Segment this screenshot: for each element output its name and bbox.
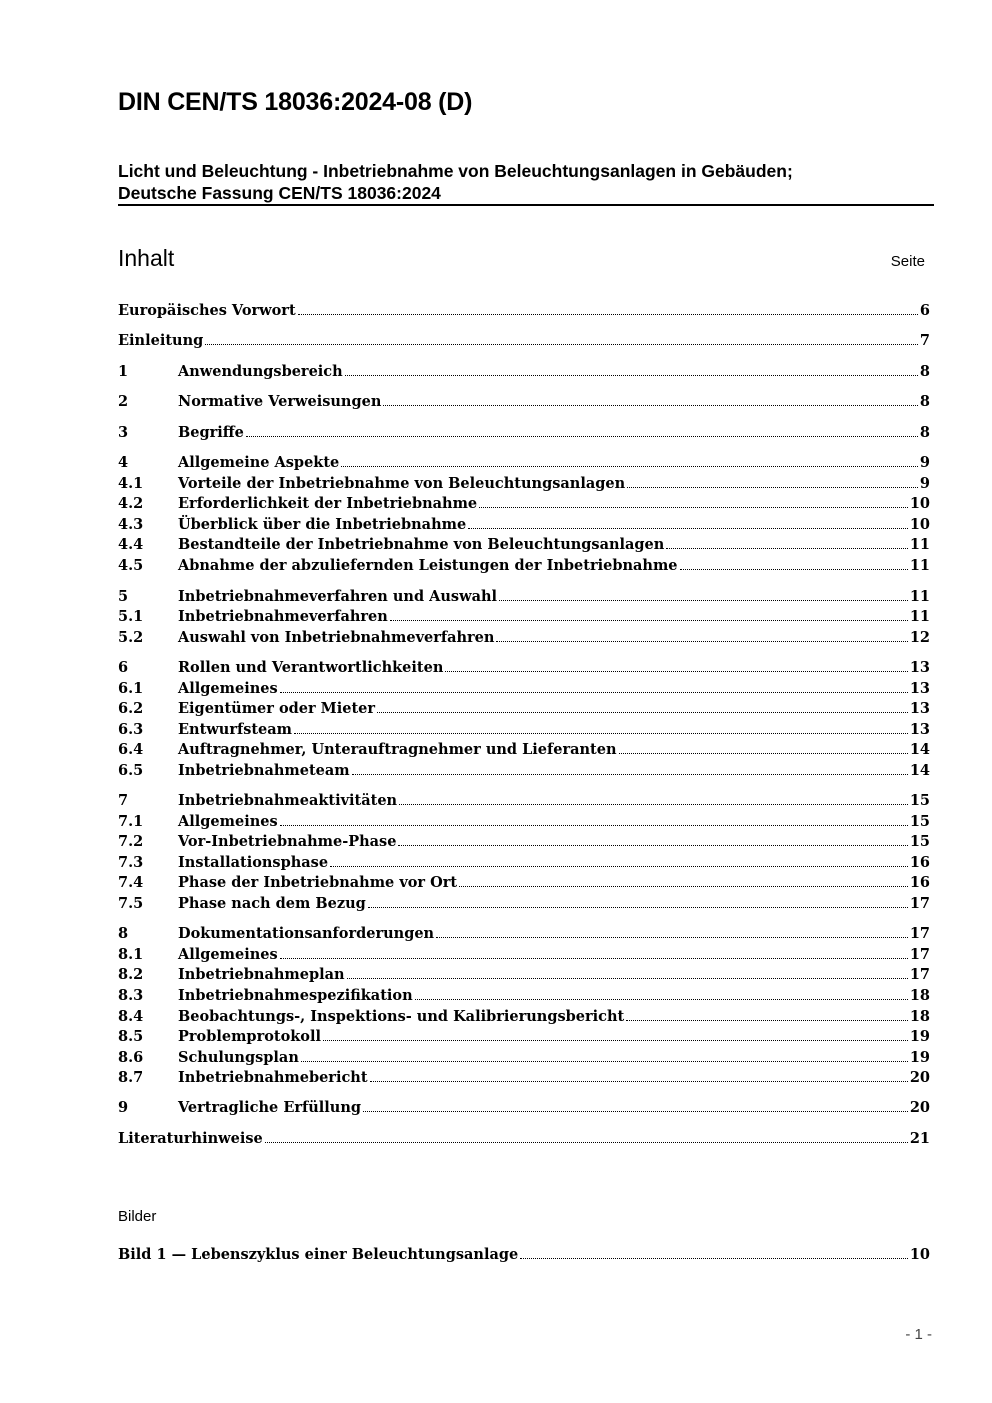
toc-entry-number: 5.2 xyxy=(118,629,144,646)
toc-entry-page: 12 xyxy=(909,629,930,646)
toc-entry-number: 8.1 xyxy=(118,946,144,963)
toc-entry-title: Vorteile der Inbetriebnahme von Beleuchtungsanlagen xyxy=(178,475,626,492)
toc-entry-title: Allgemeines xyxy=(178,946,278,963)
toc-entry-title: Problemprotokoll xyxy=(178,1028,321,1045)
toc-entry-number: 8.6 xyxy=(118,1049,144,1066)
toc-entry-page: 10 xyxy=(909,516,930,533)
toc-entry[interactable] xyxy=(118,475,930,495)
toc-dot-leader xyxy=(626,1020,908,1021)
toc-entry-number: 8.3 xyxy=(118,987,144,1004)
toc-entry[interactable] xyxy=(118,1069,930,1089)
toc-entry-title: Bild 1 — Lebenszyklus einer Beleuchtungsanlage xyxy=(118,1246,519,1263)
toc-entry[interactable] xyxy=(118,946,930,966)
toc-dot-leader xyxy=(520,1258,908,1259)
toc-dot-leader xyxy=(627,487,918,488)
page-number: - 1 - xyxy=(905,1326,932,1343)
toc-entry[interactable] xyxy=(118,721,930,741)
toc-dot-leader xyxy=(619,753,908,754)
toc-entry[interactable] xyxy=(118,454,930,474)
toc-entry[interactable] xyxy=(118,1130,930,1150)
toc-dot-leader xyxy=(246,436,918,437)
toc-entry-number: 7.3 xyxy=(118,854,144,871)
toc-entry[interactable] xyxy=(118,854,930,874)
toc-entry-number: 7.1 xyxy=(118,813,144,830)
document-title: DIN CEN/TS 18036:2024-08 (D) xyxy=(118,88,473,116)
toc-entry-title: Beobachtungs-, Inspektions- und Kalibrierungsbericht xyxy=(178,1008,625,1025)
toc-entry-page: 16 xyxy=(909,874,930,891)
toc-entry[interactable] xyxy=(118,363,930,383)
toc-entry[interactable] xyxy=(118,762,930,782)
toc-dot-leader xyxy=(368,907,908,908)
toc-entry-number: 2 xyxy=(118,393,129,410)
toc-entry-number: 8.2 xyxy=(118,966,144,983)
toc-entry[interactable] xyxy=(118,557,930,577)
toc-entry[interactable] xyxy=(118,1049,930,1069)
toc-entry-number: 8 xyxy=(118,925,129,942)
toc-entry-page: 7 xyxy=(919,332,930,349)
toc-entry-page: 16 xyxy=(909,854,930,871)
toc-entry[interactable] xyxy=(118,680,930,700)
toc-entry[interactable] xyxy=(118,332,930,352)
toc-entry-title: Eigentümer oder Mieter xyxy=(178,700,376,717)
toc-entry-number: 7.5 xyxy=(118,895,144,912)
toc-entry-number: 4.3 xyxy=(118,516,144,533)
toc-entry-number: 6.5 xyxy=(118,762,144,779)
toc-entry-page: 13 xyxy=(909,700,930,717)
toc-dot-leader xyxy=(294,733,908,734)
subtitle-line-1: Licht und Beleuchtung - Inbetriebnahme von Beleuchtungsanlagen in Gebäuden; xyxy=(118,161,793,181)
toc-entry-title: Installationsphase xyxy=(178,854,329,871)
toc-entry-title: Allgemeines xyxy=(178,680,278,697)
toc-entry-number: 5.1 xyxy=(118,608,144,625)
toc-entry-number: 7.2 xyxy=(118,833,144,850)
toc-entry[interactable] xyxy=(118,516,930,536)
toc-entry-number: 8.5 xyxy=(118,1028,144,1045)
toc-entry-title: Auswahl von Inbetriebnahmeverfahren xyxy=(178,629,495,646)
toc-entry-page: 21 xyxy=(909,1130,930,1147)
toc-entry[interactable] xyxy=(118,741,930,761)
toc-entry-page: 6 xyxy=(919,302,930,319)
toc-entry-number: 4.5 xyxy=(118,557,144,574)
toc-dot-leader xyxy=(352,774,908,775)
toc-entry-title: Inbetriebnahmeteam xyxy=(178,762,350,779)
subtitle-line-2: Deutsche Fassung CEN/TS 18036:2024 xyxy=(118,183,441,203)
toc-entry-number: 4.4 xyxy=(118,536,144,553)
toc-entry-title: Schulungsplan xyxy=(178,1049,299,1066)
toc-dot-leader xyxy=(666,548,907,549)
toc-entry[interactable] xyxy=(118,424,930,444)
toc-entry[interactable] xyxy=(118,987,930,1007)
toc-entry[interactable] xyxy=(118,495,930,515)
toc-entry[interactable] xyxy=(118,895,930,915)
toc-dot-leader xyxy=(383,405,918,406)
toc-entry-number: 6.1 xyxy=(118,680,144,697)
toc-entry-page: 14 xyxy=(909,762,930,779)
toc-dot-leader xyxy=(398,845,907,846)
toc-dot-leader xyxy=(377,712,908,713)
toc-entry-number: 6.3 xyxy=(118,721,144,738)
toc-entry-number: 6 xyxy=(118,659,129,676)
toc-dot-leader xyxy=(330,866,908,867)
toc-entry-title: Normative Verweisungen xyxy=(178,393,382,410)
toc-entry[interactable] xyxy=(118,588,930,608)
toc-entry[interactable] xyxy=(118,813,930,833)
toc-entry-page: 19 xyxy=(909,1049,930,1066)
toc-dot-leader xyxy=(347,978,908,979)
toc-entry-page: 11 xyxy=(909,608,930,625)
toc-dot-leader xyxy=(280,958,908,959)
toc-entry-title: Dokumentationsanforderungen xyxy=(178,925,435,942)
page-column-label: Seite xyxy=(890,253,925,270)
toc-entry[interactable] xyxy=(118,874,930,894)
toc-entry-title: Erforderlichkeit der Inbetriebnahme xyxy=(178,495,478,512)
toc-entry-title: Allgemeines xyxy=(178,813,278,830)
toc-entry-number: 8.4 xyxy=(118,1008,144,1025)
contents-heading: Inhalt xyxy=(118,245,175,271)
toc-entry-page: 10 xyxy=(909,495,930,512)
toc-entry-title: Begriffe xyxy=(178,424,244,441)
toc-entry-number: 5 xyxy=(118,588,129,605)
toc-dot-leader xyxy=(390,620,908,621)
toc-entry-title: Inbetriebnahmespezifikation xyxy=(178,987,413,1004)
toc-dot-leader xyxy=(341,466,918,467)
toc-dot-leader xyxy=(370,1081,908,1082)
toc-entry-page: 11 xyxy=(909,557,930,574)
toc-entry-title: Auftragnehmer, Unterauftragnehmer und Lieferanten xyxy=(178,741,617,758)
toc-entry-page: 19 xyxy=(909,1028,930,1045)
toc-dot-leader xyxy=(445,671,907,672)
toc-entry-page: 11 xyxy=(909,588,930,605)
toc-dot-leader xyxy=(436,937,908,938)
toc-entry[interactable] xyxy=(118,700,930,720)
toc-entry-page: 11 xyxy=(909,536,930,553)
toc-dot-leader xyxy=(496,641,907,642)
toc-entry-title: Bestandteile der Inbetriebnahme von Beleuchtungsanlagen xyxy=(178,536,665,553)
toc-entry[interactable] xyxy=(118,833,930,853)
toc-entry-number: 4 xyxy=(118,454,129,471)
toc-dot-leader xyxy=(205,344,918,345)
toc-dot-leader xyxy=(415,999,908,1000)
toc-entry-page: 20 xyxy=(909,1069,930,1086)
toc-entry-page: 13 xyxy=(909,721,930,738)
toc-entry-page: 17 xyxy=(909,895,930,912)
toc-entry-number: 1 xyxy=(118,363,129,380)
toc-entry-title: Rollen und Verantwortlichkeiten xyxy=(178,659,444,676)
toc-entry[interactable] xyxy=(118,966,930,986)
toc-dot-leader xyxy=(459,886,908,887)
toc-entry-number: 7 xyxy=(118,792,129,809)
toc-entry-number: 4.1 xyxy=(118,475,144,492)
toc-entry[interactable] xyxy=(118,1008,930,1028)
toc-dot-leader xyxy=(479,507,908,508)
toc-entry-page: 17 xyxy=(909,925,930,942)
toc-entry-title: Inbetriebnahmeverfahren und Auswahl xyxy=(178,588,498,605)
toc-entry-title: Phase der Inbetriebnahme vor Ort xyxy=(178,874,458,891)
toc-entry-number: 6.2 xyxy=(118,700,144,717)
toc-entry-number: 7.4 xyxy=(118,874,144,891)
figures-heading: Bilder xyxy=(118,1208,157,1225)
toc-dot-leader xyxy=(399,804,908,805)
toc-entry-title: Literaturhinweise xyxy=(118,1130,263,1147)
toc-entry-page: 20 xyxy=(909,1099,930,1116)
toc-entry-title: Inbetriebnahmeverfahren xyxy=(178,608,388,625)
toc-entry-page: 18 xyxy=(909,987,930,1004)
toc-entry-title: Vor-Inbetriebnahme-Phase xyxy=(178,833,397,850)
toc-entry[interactable] xyxy=(118,629,930,649)
toc-entry[interactable] xyxy=(118,925,930,945)
toc-dot-leader xyxy=(499,600,908,601)
toc-dot-leader xyxy=(363,1111,908,1112)
toc-entry-title: Einleitung xyxy=(118,332,204,349)
toc-entry-title: Überblick über die Inbetriebnahme xyxy=(178,516,467,533)
toc-entry[interactable] xyxy=(118,659,930,679)
toc-dot-leader xyxy=(345,375,918,376)
toc-entry[interactable] xyxy=(118,1099,930,1119)
toc-dot-leader xyxy=(298,314,918,315)
toc-entry[interactable] xyxy=(118,608,930,628)
toc-entry-title: Entwurfsteam xyxy=(178,721,293,738)
toc-entry-page: 15 xyxy=(909,833,930,850)
toc-entry-title: Inbetriebnahmeplan xyxy=(178,966,345,983)
toc-entry-page: 15 xyxy=(909,813,930,830)
toc-entry[interactable] xyxy=(118,302,930,322)
toc-entry-page: 13 xyxy=(909,680,930,697)
toc-entry-title: Inbetriebnahmebericht xyxy=(178,1069,368,1086)
toc-entry[interactable] xyxy=(118,393,930,413)
toc-entry-number: 9 xyxy=(118,1099,129,1116)
toc-entry-title: Allgemeine Aspekte xyxy=(178,454,340,471)
toc-entry-page: 17 xyxy=(909,946,930,963)
toc-entry-page: 14 xyxy=(909,741,930,758)
toc-entry-page: 18 xyxy=(909,1008,930,1025)
toc-entry[interactable] xyxy=(118,792,930,812)
toc-entry-page: 17 xyxy=(909,966,930,983)
toc-dot-leader xyxy=(468,528,908,529)
toc-entry-page: 8 xyxy=(919,363,930,380)
toc-entry-title: Phase nach dem Bezug xyxy=(178,895,366,912)
toc-dot-leader xyxy=(280,825,908,826)
toc-entry-number: 8.7 xyxy=(118,1069,144,1086)
toc-entry-page: 10 xyxy=(909,1246,930,1263)
toc-entry[interactable] xyxy=(118,536,930,556)
toc-entry-title: Vertragliche Erfüllung xyxy=(178,1099,362,1116)
toc-entry[interactable] xyxy=(118,1246,930,1266)
toc-entry-title: Anwendungsbereich xyxy=(178,363,343,380)
toc-entry-page: 9 xyxy=(919,475,930,492)
toc-dot-leader xyxy=(265,1142,908,1143)
toc-dot-leader xyxy=(680,569,908,570)
toc-dot-leader xyxy=(280,692,908,693)
document-subtitle xyxy=(118,160,934,206)
toc-dot-leader xyxy=(323,1040,908,1041)
toc-entry-number: 3 xyxy=(118,424,129,441)
toc-entry-page: 9 xyxy=(919,454,930,471)
toc-entry-page: 13 xyxy=(909,659,930,676)
toc-entry-title: Europäisches Vorwort xyxy=(118,302,296,319)
toc-dot-leader xyxy=(301,1061,908,1062)
toc-entry-number: 6.4 xyxy=(118,741,144,758)
toc-entry-page: 8 xyxy=(919,393,930,410)
toc-entry-page: 8 xyxy=(919,424,930,441)
toc-entry-number: 4.2 xyxy=(118,495,144,512)
toc-entry-page: 15 xyxy=(909,792,930,809)
toc-entry-title: Abnahme der abzuliefernden Leistungen der Inbetriebnahme xyxy=(178,557,678,574)
toc-entry[interactable] xyxy=(118,1028,930,1048)
toc-entry-title: Inbetriebnahmeaktivitäten xyxy=(178,792,398,809)
